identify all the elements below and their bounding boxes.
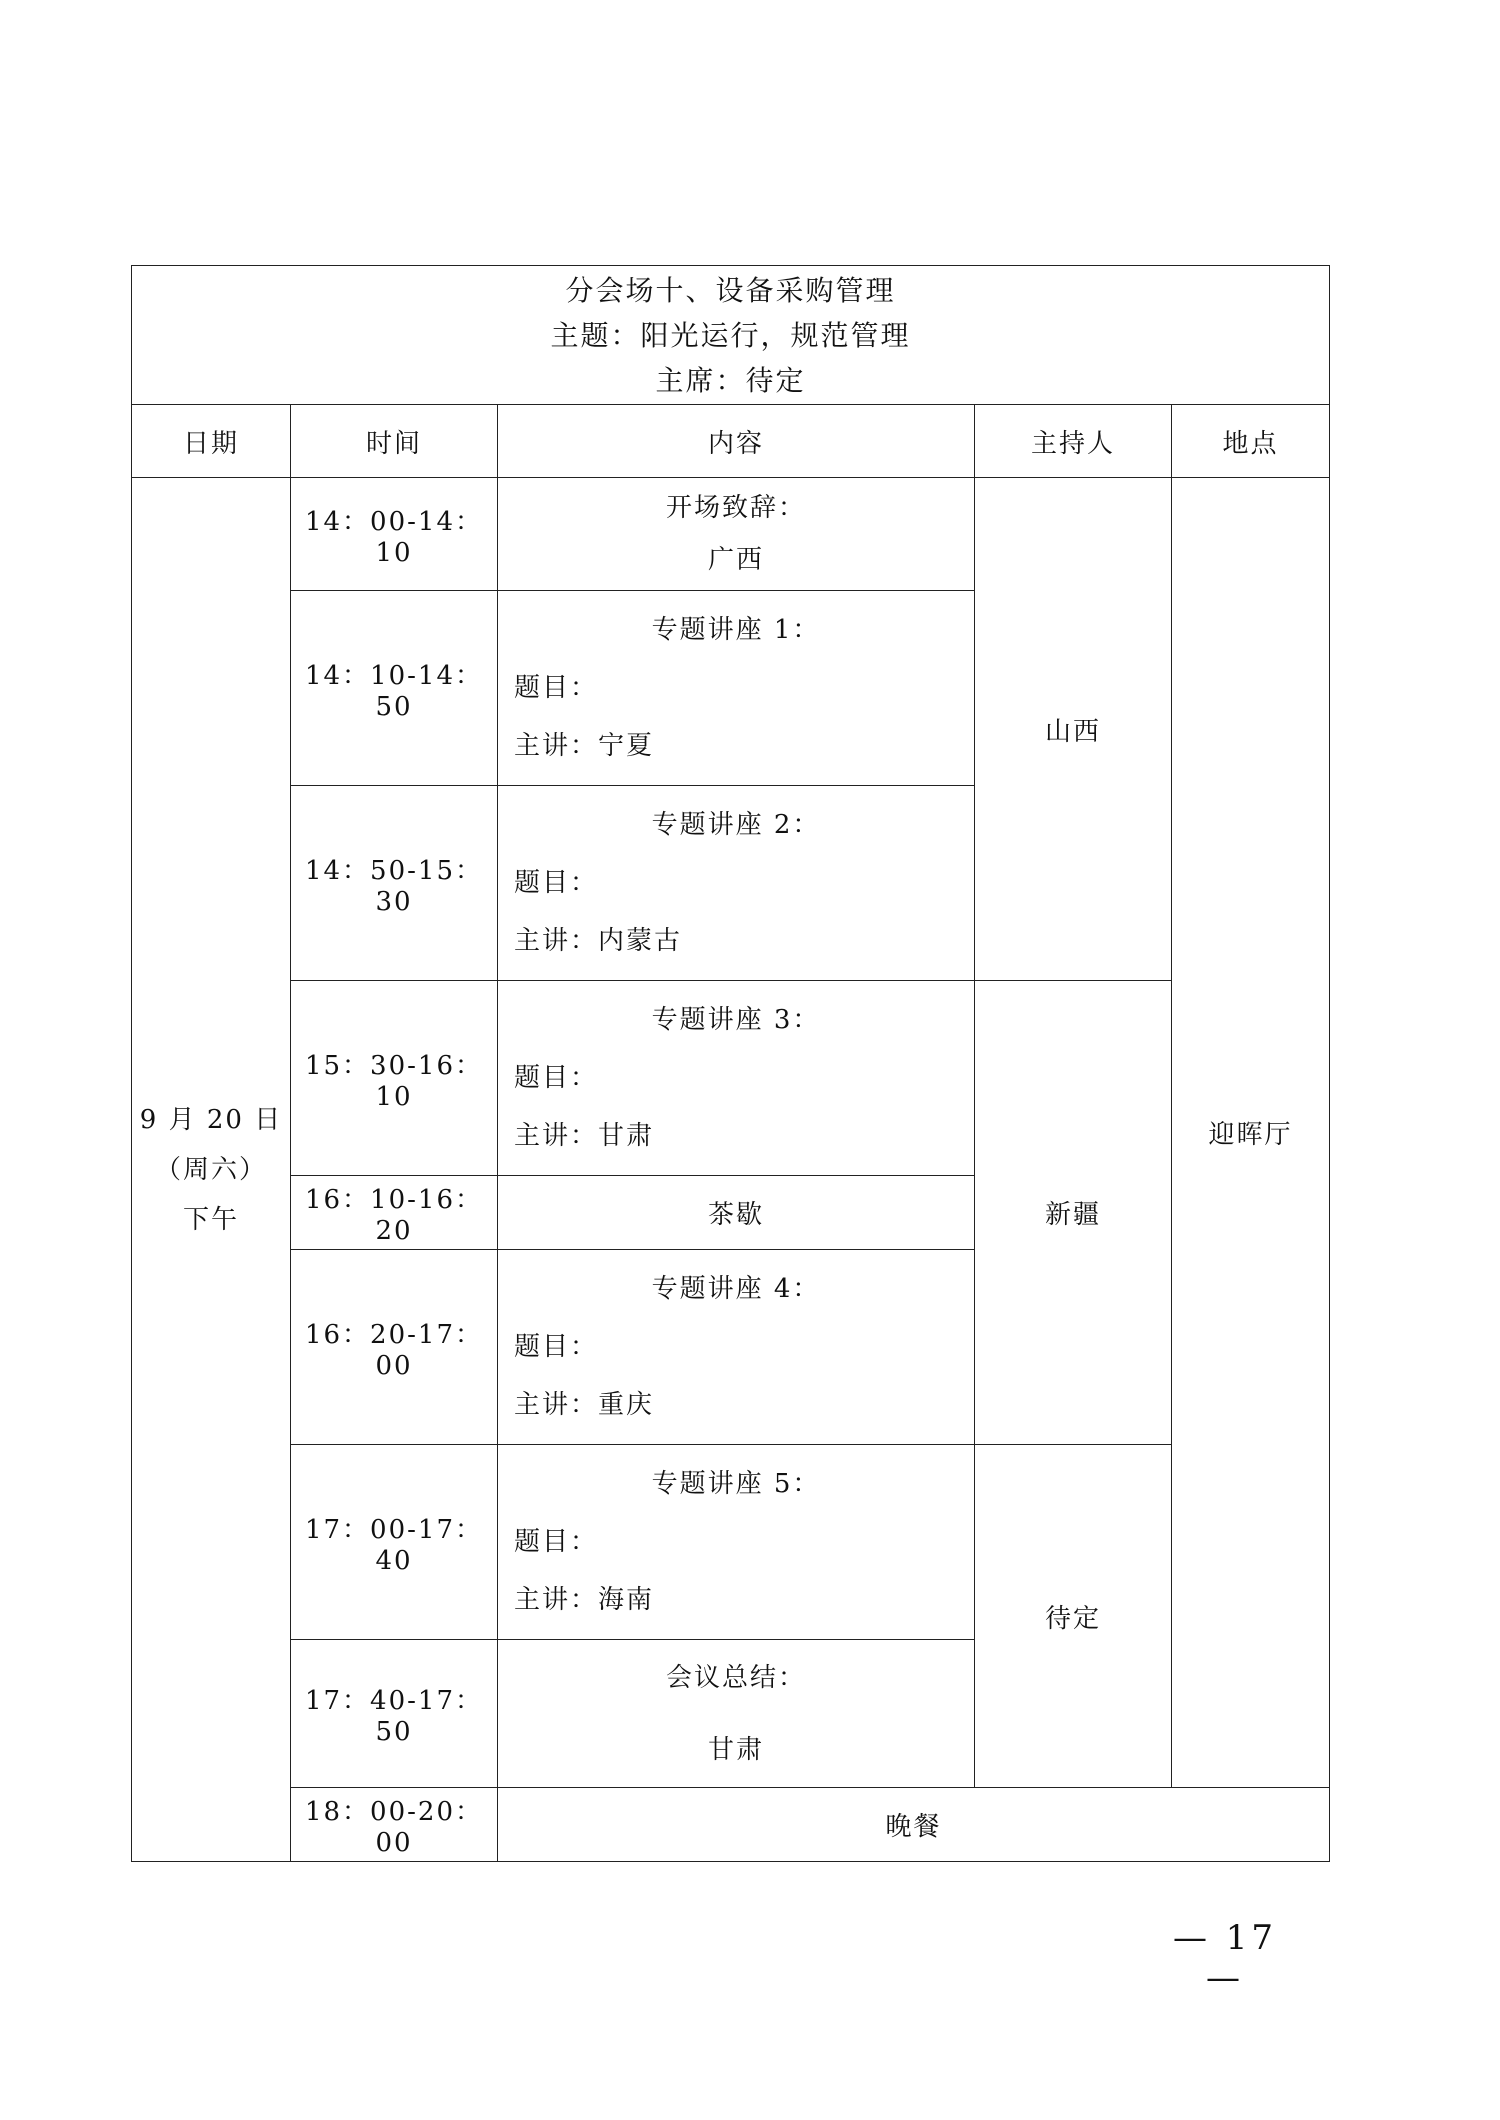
table-row <box>132 981 1330 1176</box>
host-cell: 待定 <box>975 1445 1172 1788</box>
host-cell: 山西 <box>975 478 1172 981</box>
content-heading: 专题讲座 1： <box>651 615 821 645</box>
content-heading: 专题讲座 2： <box>651 810 821 840</box>
column-header-time: 时间 <box>291 405 498 478</box>
location-cell: 迎晖厅 <box>1172 478 1330 1788</box>
content-cell <box>498 1445 975 1640</box>
column-header-location: 地点 <box>1172 405 1330 478</box>
content-heading: 专题讲座 4： <box>651 1274 821 1304</box>
time-cell: 14：00-14：10 <box>291 478 498 591</box>
content-sub: 广西 <box>707 545 764 575</box>
table-row <box>132 1445 1330 1640</box>
date-cell <box>132 478 291 1862</box>
content-topic: 题目： <box>514 673 599 703</box>
content-cell <box>498 786 975 981</box>
content-speaker: 主讲：甘肃 <box>514 1121 655 1151</box>
time-cell: 14：50-15：30 <box>291 786 498 981</box>
time-cell: 16：10-16：20 <box>291 1176 498 1250</box>
content-topic: 题目： <box>514 1332 599 1362</box>
content-speaker: 主讲：宁夏 <box>514 731 655 761</box>
content-heading: 会议总结： <box>665 1662 806 1693</box>
time-cell: 17：00-17：40 <box>291 1445 498 1640</box>
content-cell <box>498 1250 975 1445</box>
content-heading: 专题讲座 5： <box>651 1469 821 1499</box>
content-cell <box>498 591 975 786</box>
time-cell: 14：10-14：50 <box>291 591 498 786</box>
time-cell: 18：00-20：00 <box>291 1788 498 1862</box>
host-cell: 新疆 <box>975 981 1172 1445</box>
agenda-table <box>131 265 1330 1862</box>
content-sub: 甘肃 <box>707 1734 764 1765</box>
table-row <box>132 1788 1330 1862</box>
content-speaker: 主讲：内蒙古 <box>514 926 683 956</box>
session-title: 分会场十、设备采购管理 <box>565 273 896 307</box>
date-weekday: （周六） <box>154 1154 267 1185</box>
content-cell <box>498 981 975 1176</box>
column-header-date: 日期 <box>132 405 291 478</box>
content-topic: 题目： <box>514 1527 599 1557</box>
content-topic: 题目： <box>514 868 599 898</box>
session-header <box>132 266 1330 405</box>
time-cell: 16：20-17：00 <box>291 1250 498 1445</box>
content-cell: 晚餐 <box>498 1788 1330 1862</box>
content-cell <box>498 478 975 591</box>
date-day: 9 月 20 日 <box>139 1104 283 1135</box>
table-row <box>132 478 1330 591</box>
content-speaker: 主讲：海南 <box>514 1585 655 1615</box>
time-cell: 15：30-16：10 <box>291 981 498 1176</box>
content-topic: 题目： <box>514 1063 599 1093</box>
column-header-host: 主持人 <box>975 405 1172 478</box>
page-number: — 17 — <box>1172 1918 1278 1998</box>
session-chair: 主席：待定 <box>655 363 806 397</box>
content-heading: 专题讲座 3： <box>651 1005 821 1035</box>
time-cell: 17：40-17：50 <box>291 1640 498 1788</box>
session-theme: 主题：阳光运行，规范管理 <box>550 318 911 352</box>
content-speaker: 主讲：重庆 <box>514 1390 655 1420</box>
date-period: 下午 <box>182 1204 239 1235</box>
content-cell: 茶歇 <box>498 1176 975 1250</box>
content-heading: 开场致辞： <box>665 493 806 523</box>
content-cell <box>498 1640 975 1788</box>
column-header-content: 内容 <box>498 405 975 478</box>
